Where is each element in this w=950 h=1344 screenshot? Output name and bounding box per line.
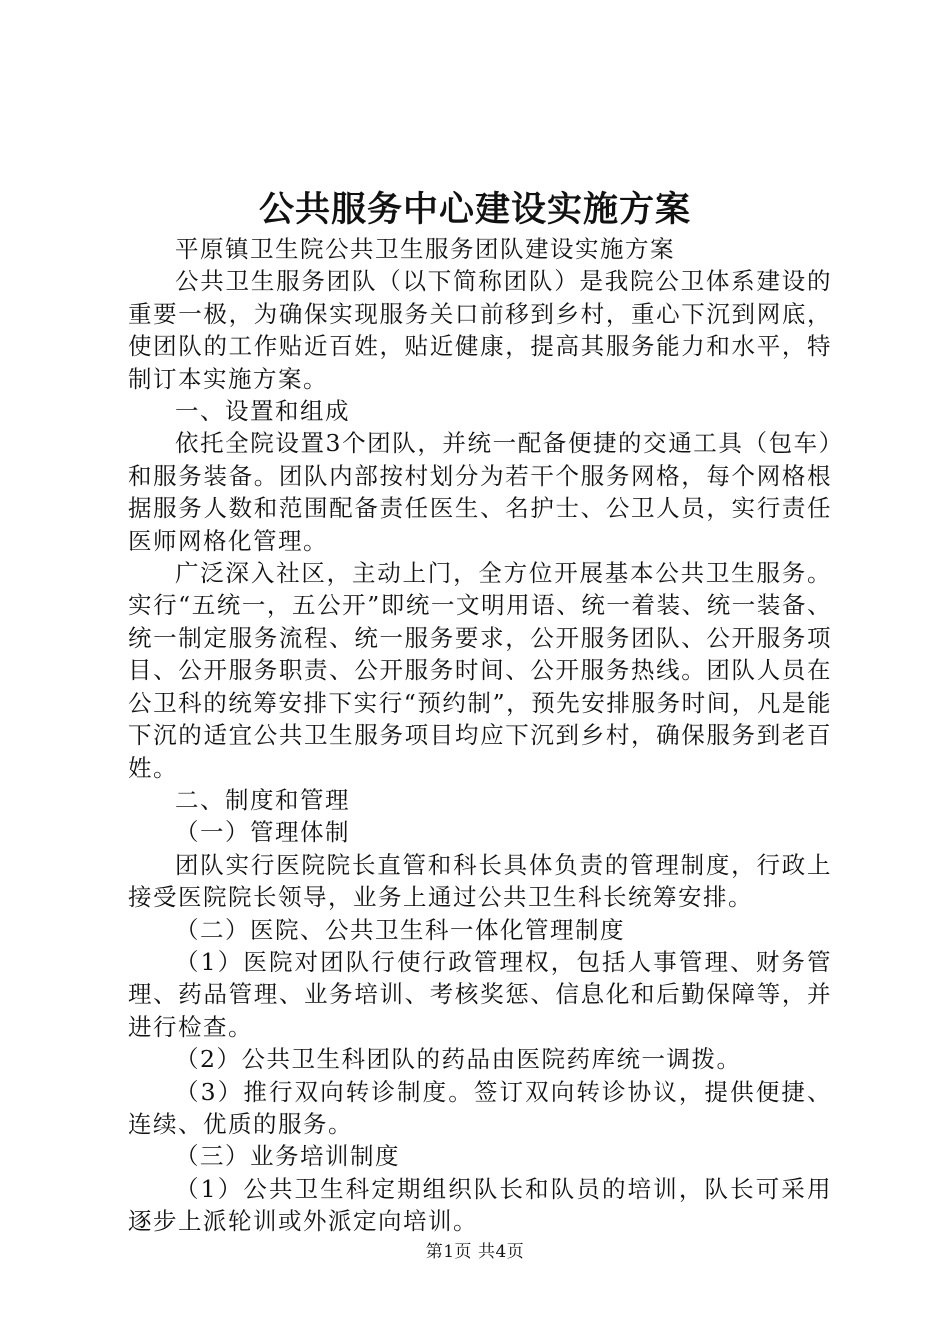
page-title: 公共服务中心建设实施方案	[258, 189, 691, 230]
system-paragraph: 团队实行医院院长直管和科长具体负责的管理制度，行政上接受医院院长领导，业务上通过公共卫生科长统筹安排。	[128, 850, 832, 912]
page-footer: 第1页 共4页	[425, 1242, 525, 1262]
setup-paragraph: 依托全院设置3个团队，并统一配备便捷的交通工具（包车）和服务装备。团队内部按村划分为若干个服务网格，每个网格根据服务人数和范围配备责任医生、名护士、公卫人员，实行责任医师网格化管理。	[128, 429, 832, 555]
section-heading-management: 二、制度和管理	[175, 785, 350, 814]
service-paragraph: 广泛深入社区，主动上门，全方位开展基本公共卫生服务。实行“五统一，五公开”即统一文明用语、统一着装、统一装备、统一制定服务流程、统一服务要求，公开服务团队、公开服务项目、公开服务职责、公开服务时间、公开服务热线。团队人员在公卫科的统筹安排下实行“预约制”，预先安排服务时间，凡是能下沉的适宜公共卫生服务项目均应下沉到乡村，确保服务到老百姓。	[128, 559, 832, 782]
integration-item-2: （2）公共卫生科团队的药品由医院药库统一调拨。	[175, 1045, 742, 1074]
intro-paragraph: 公共卫生服务团队（以下简称团队）是我院公卫体系建设的重要一极，为确保实现服务关口前移到乡村，重心下沉到网底，使团队的工作贴近百姓，贴近健康，提高其服务能力和水平，特制订本实施方案。	[128, 267, 832, 393]
subsection-heading-integration: （二）医院、公共卫生科一体化管理制度	[175, 915, 625, 944]
training-item-1: （1）公共卫生科定期组织队长和队员的培训，队长可采用逐步上派轮训或外派定向培训。	[128, 1174, 832, 1236]
integration-item-3: （3）推行双向转诊制度。签订双向转诊协议，提供便捷、连续、优质的服务。	[128, 1077, 832, 1138]
section-heading-setup: 一、设置和组成	[175, 397, 350, 426]
subtitle-paragraph: 平原镇卫生院公共卫生服务团队建设实施方案	[175, 235, 675, 263]
subsection-heading-system: （一）管理体制	[175, 818, 350, 847]
document-body	[128, 233, 832, 1238]
subsection-heading-training: （三）业务培训制度	[175, 1142, 400, 1171]
integration-item-1: （1）医院对团队行使行政管理权，包括人事管理、财务管理、药品管理、业务培训、考核奖惩、信息化和后勤保障等，并进行检查。	[128, 947, 832, 1041]
